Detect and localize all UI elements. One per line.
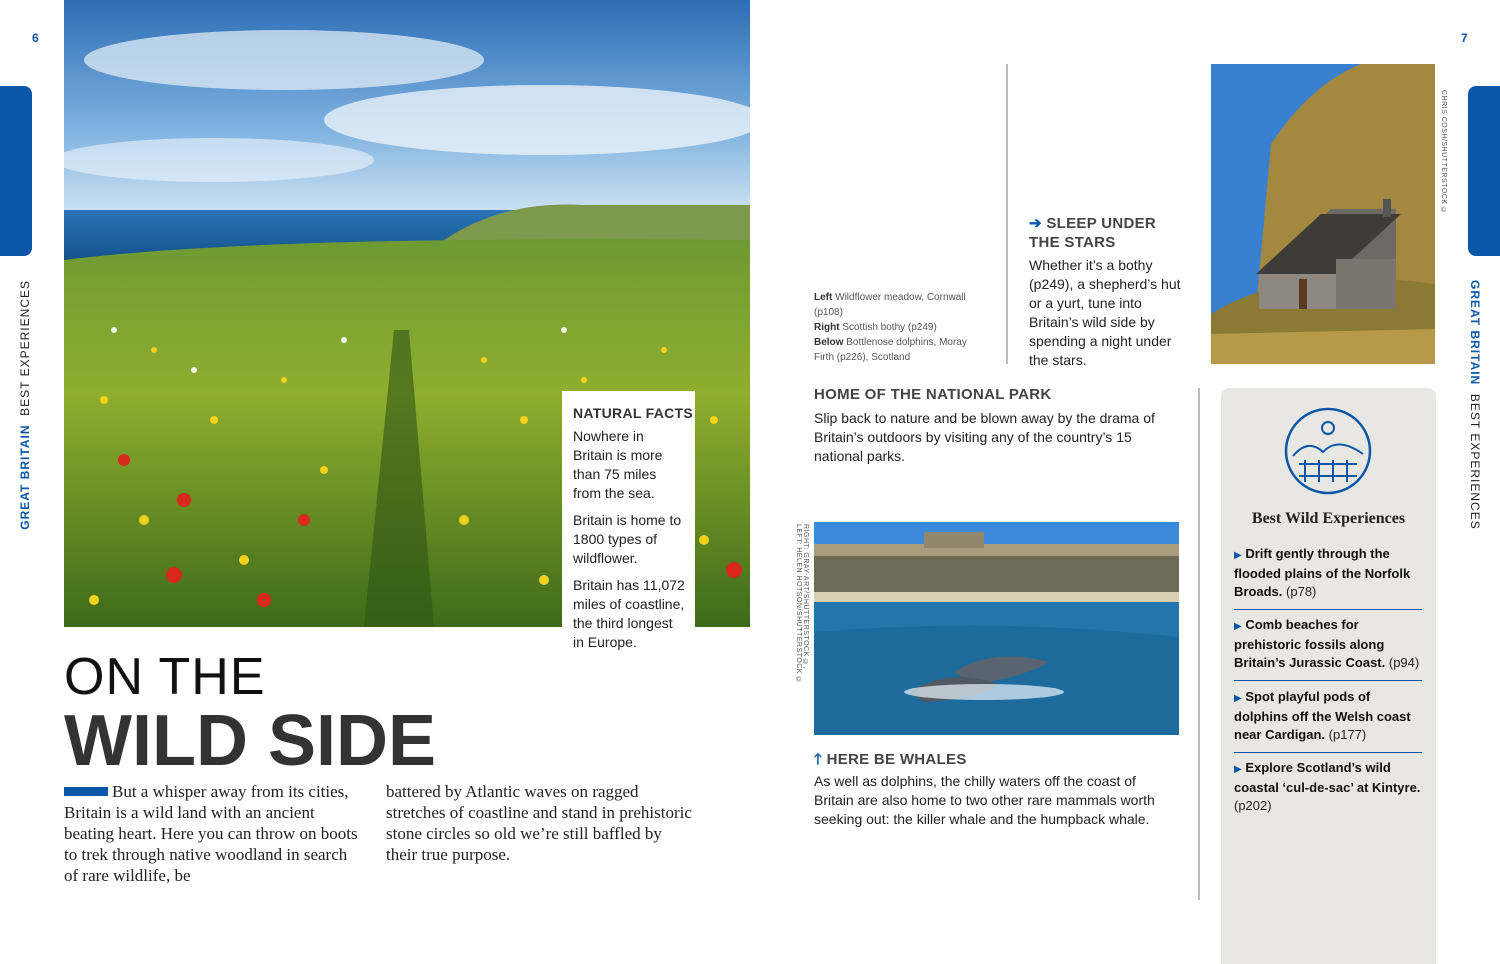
sidebar-item-text: Spot playful pods of dolphins off the Welsh coast near Cardigan. — [1234, 689, 1411, 742]
whales-heading-text: HERE BE WHALES — [826, 751, 967, 768]
sidebar-item-ref: (p177) — [1328, 727, 1367, 742]
sidebar-item-ref: (p94) — [1388, 655, 1420, 670]
sidebar-title: Best Wild Experiences — [1251, 510, 1406, 527]
caption-right-label: Right — [814, 322, 840, 333]
triangle-bullet-icon: ▶ — [1234, 693, 1242, 704]
credit-bothy: CHRIS COSH/SHUTTERSTOCK © — [1440, 90, 1447, 215]
side-label-right — [1468, 280, 1482, 530]
side-label-left — [18, 280, 32, 530]
headline-line1: ON THE — [64, 648, 266, 706]
headline-line2: WILD SIDE — [64, 701, 436, 781]
sidebar-item-text: Drift gently through the flooded plains of the Norfolk Broads. — [1234, 546, 1411, 599]
sidebar-item-ref: (p78) — [1286, 584, 1317, 599]
bottlenose-dolphins-photo — [814, 522, 1179, 735]
national-park-text: Slip back to nature and be blown away by the drama of Britain’s outdoors by visiting any of the country’s 15 national parks. — [814, 410, 1155, 464]
natural-fact-2: Britain is home to 1800 types of wildflower. — [573, 512, 682, 566]
sidebar-item-ref: (p202) — [1234, 798, 1272, 813]
photo-caption — [814, 290, 984, 365]
natural-fact-3: Britain has 11,072 miles of coastline, the third longest in Europe. — [573, 577, 685, 650]
side-label-left-rest: BEST EXPERIENCES — [18, 280, 32, 416]
triangle-bullet-icon: ▶ — [1234, 764, 1242, 775]
side-label-right-strong: GREAT BRITAIN — [1468, 280, 1482, 386]
sidebar-item-kintyre — [1234, 759, 1422, 823]
sidebar-item-text: Explore Scotland’s wild coastal ‘cul-de-sac’ at Kintyre. — [1234, 760, 1421, 795]
sidebar-item-jurassic — [1234, 616, 1422, 681]
column-divider-bottom — [1198, 388, 1200, 900]
sidebar-item-norfolk — [1234, 545, 1422, 610]
natural-fact-1: Nowhere in Britain is more than 75 miles from the sea. — [573, 428, 663, 501]
sleep-text: Whether it’s a bothy (p249), a shepherd’s hut or a yurt, tune into Britain’s wild side by spending a night under the stars. — [1029, 257, 1181, 368]
dolphin-illustration — [814, 522, 1179, 735]
triangle-bullet-icon: ▶ — [1234, 621, 1242, 632]
scottish-bothy-photo — [1211, 64, 1435, 364]
sleep-heading — [1029, 214, 1189, 252]
sidebar-item-text: Comb beaches for prehistoric fossils along Britain’s Jurassic Coast. — [1234, 617, 1386, 670]
natural-facts-box — [562, 391, 695, 681]
side-label-right-rest: BEST EXPERIENCES — [1468, 393, 1482, 530]
page-number-left: 6 — [32, 31, 39, 45]
national-park-heading: HOME OF THE NATIONAL PARK — [814, 386, 1052, 403]
sidebar-item-cardigan — [1234, 688, 1422, 753]
credit-photos: RIGHT: GRAY-ART/SHUTTERSTOCK ©, LEFT: HELEN HOTSON/SHUTTERSTOCK © — [795, 524, 809, 684]
side-label-left-strong: GREAT BRITAIN — [18, 424, 32, 530]
natural-facts-heading: NATURAL FACTS — [573, 405, 694, 421]
caption-right-text: Scottish bothy (p249) — [842, 322, 937, 333]
whales-heading — [814, 749, 967, 774]
landscape-fence-icon — [1283, 406, 1373, 496]
triangle-bullet-icon: ▶ — [1234, 550, 1242, 561]
arrow-right-icon: ➔ — [1029, 215, 1042, 232]
caption-below-label: Below — [814, 337, 844, 348]
column-divider-top — [1006, 64, 1008, 364]
arrow-up-icon: 🡑 — [814, 751, 823, 768]
page-number-right: 7 — [1461, 31, 1468, 45]
whales-text: As well as dolphins, the chilly waters off the coast of Britain are also home to two other rare mammals worth seeking out: the killer whale and the humpback whale. — [814, 773, 1155, 827]
caption-left-text: Wildflower meadow, Cornwall (p108) — [814, 292, 966, 318]
caption-left-label: Left — [814, 292, 833, 303]
bothy-illustration — [1211, 64, 1435, 364]
chapter-tab-left — [0, 86, 32, 256]
sleep-heading-line2: THE STARS — [1029, 234, 1116, 251]
chapter-tab-right — [1468, 86, 1500, 256]
intro-column-2: battered by Atlantic waves on ragged stretches of coastline and stand in prehistoric stone circles so old we’re still baffled by their true purpose. — [386, 782, 692, 864]
intro-column-1: But a whisper away from its cities, Britain is a wild land with an ancient beating heart. Here you can throw on boots to trek through native woodland in search of rare wildlife, be — [64, 782, 358, 885]
sleep-heading-line1: SLEEP UNDER — [1046, 215, 1157, 232]
caption-below-text: Bottlenose dolphins, Moray Firth (p226), Scotland — [814, 337, 967, 363]
